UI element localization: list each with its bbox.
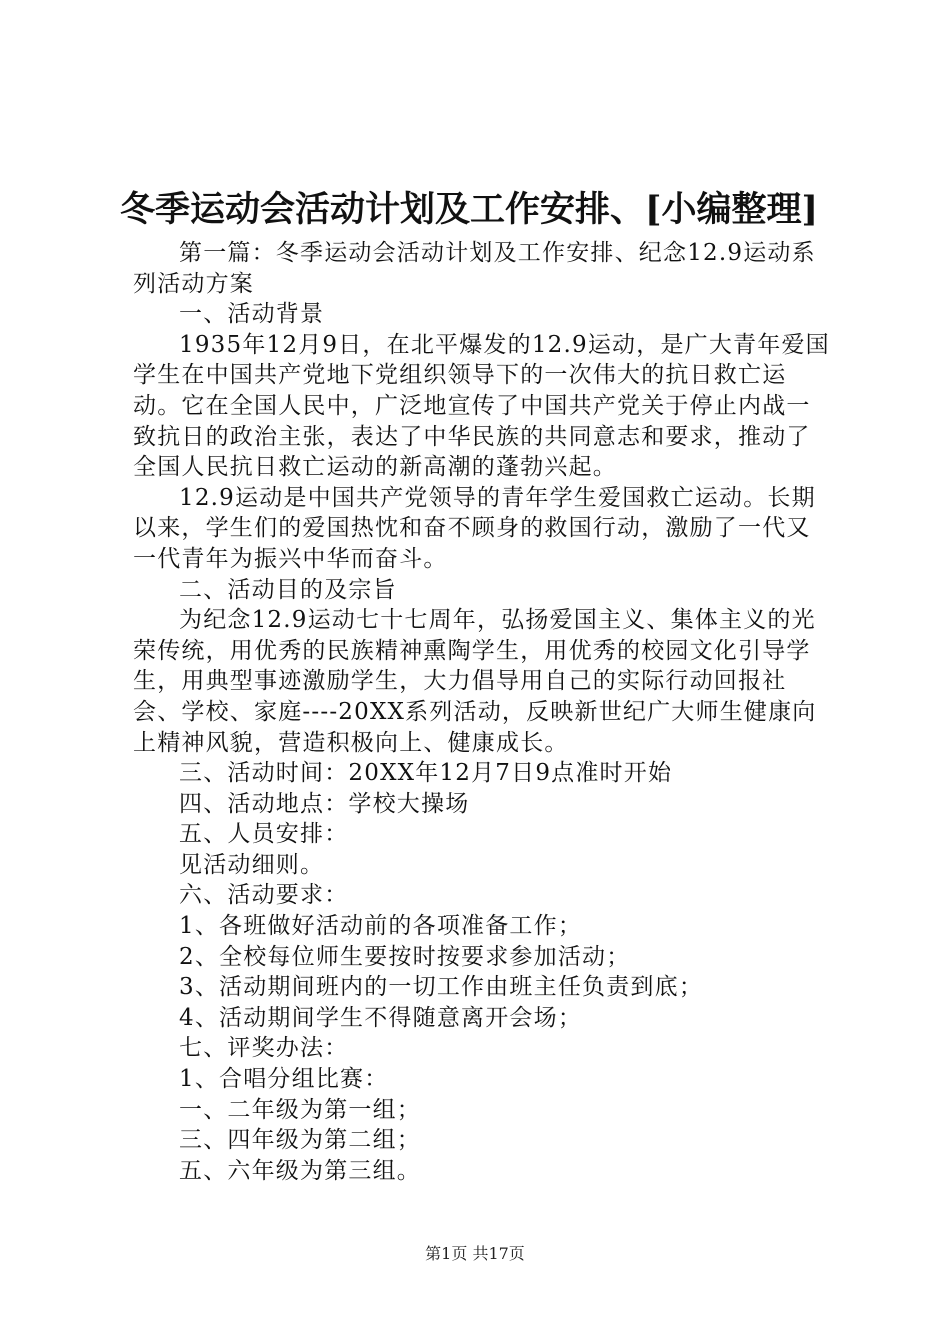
requirement-item: 4、活动期间学生不得随意离开会场；: [179, 1004, 583, 1031]
section-heading-background: 一、活动背景: [179, 301, 325, 328]
section-staffing: 五、人员安排：: [179, 821, 349, 848]
paragraph-purpose: 为纪念12.9运动七十七周年，弘扬爱国主义、集体主义的光荣传统，用优秀的民族精神熏陶学生，用优秀的校园文化引导学生，用典型事迹激励学生，大力倡导用自己的实际行动回报社会、学校、家庭----20XX系列活动，反映新世纪广大师生健康向上精神风貌，营造积极向上、健康成长。: [133, 607, 817, 756]
page-footer: 第1页 共17页: [425, 1244, 525, 1263]
section-heading-purpose: 二、活动目的及宗旨: [179, 576, 397, 603]
section-requirements: 六、活动要求：: [179, 882, 349, 909]
paragraph-heading-line: 第一篇：冬季运动会活动计划及工作安排、纪念12.9运动系列活动方案: [133, 240, 816, 297]
section-time: 三、活动时间：20XX年12月7日9点准时开始: [179, 760, 673, 787]
paragraph-background-1: 1935年12月9日，在北平爆发的12.9运动，是广大青年爱国学生在中国共产党地下党组织领导下的一次伟大的抗日救亡运动。它在全国人民中，广泛地宣传了中国共产党关于停止内战一致抗日的政治主张，表达了中华民族的共同意志和要求，推动了全国人民抗日救亡运动的新高潮的蓬勃兴起。: [133, 331, 830, 481]
document-body: [133, 238, 833, 1186]
staffing-detail: 见活动细则。: [179, 851, 325, 878]
group-item: 一、二年级为第一组；: [179, 1096, 421, 1123]
requirement-item: 2、全校每位师生要按时按要求参加活动；: [179, 943, 631, 970]
requirement-item: 1、各班做好活动前的各项准备工作；: [179, 913, 583, 940]
section-location: 四、活动地点：学校大操场: [179, 790, 470, 817]
document-title: 冬季运动会活动计划及工作安排、[小编整理]: [120, 189, 819, 230]
requirement-item: 3、活动期间班内的一切工作由班主任负责到底；: [179, 974, 704, 1001]
section-awards: 七、评奖办法：: [179, 1035, 349, 1062]
award-item: 1、合唱分组比赛：: [179, 1066, 389, 1093]
group-item: 三、四年级为第二组；: [179, 1127, 421, 1154]
group-item: 五、六年级为第三组。: [179, 1157, 421, 1184]
paragraph-background-2: 12.9运动是中国共产党领导的青年学生爱国救亡运动。长期以来，学生们的爱国热忱和奋不顾身的救国行动，激励了一代又一代青年为振兴中华而奋斗。: [133, 484, 816, 572]
